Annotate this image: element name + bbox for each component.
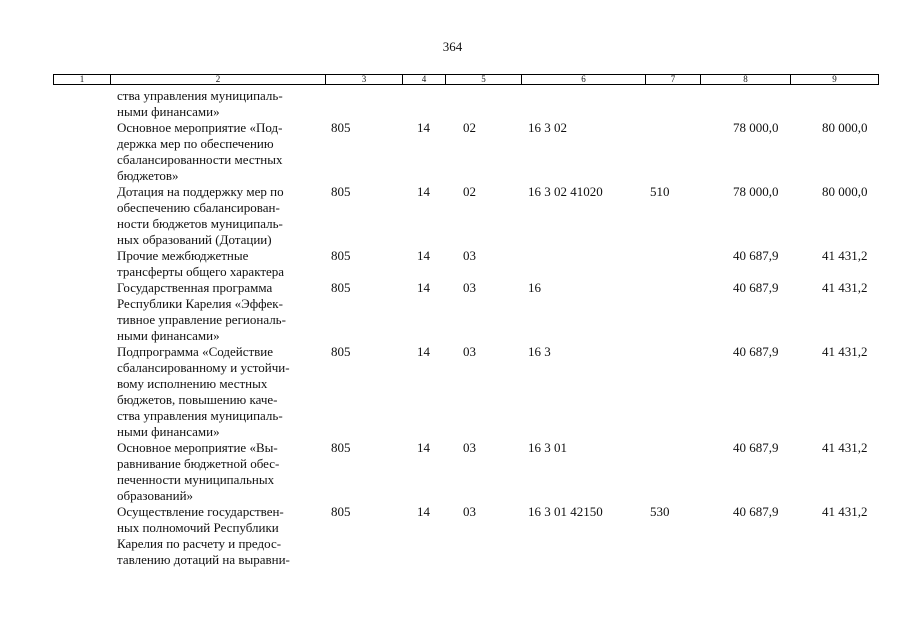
row-sum-1: 40 687,9 [733, 280, 779, 295]
row-gr: 805 [331, 248, 351, 263]
row-rz: 14 [417, 280, 430, 295]
row-gr: 805 [331, 504, 351, 519]
row-sum-2: 80 000,0 [822, 184, 868, 199]
row-name: Подпрограмма «Содействие сбалансированному и устойчи- вому исполнению местных бюджетов, повышению каче- ства управления муниципаль- ными финансами» [117, 344, 290, 439]
row-pr: 03 [463, 248, 476, 263]
row-csr: 16 3 02 [528, 120, 567, 135]
row-csr: 16 3 [528, 344, 551, 359]
row-pr: 03 [463, 504, 476, 519]
row-gr: 805 [331, 280, 351, 295]
row-pr: 03 [463, 344, 476, 359]
header-col-4: 4 [403, 75, 446, 84]
row-pr: 03 [463, 280, 476, 295]
row-sum-1: 40 687,9 [733, 504, 779, 519]
row-name: ства управления муниципаль- ными финансами» [117, 88, 283, 119]
table-row [53, 248, 879, 280]
row-pr: 02 [463, 120, 476, 135]
row-sum-2: 41 431,2 [822, 280, 868, 295]
row-name: Дотация на поддержку мер по обеспечению сбалансирован- ности бюджетов муниципаль- ных образований (Дотации) [117, 184, 284, 247]
row-pr: 03 [463, 440, 476, 455]
row-sum-1: 40 687,9 [733, 440, 779, 455]
row-sum-2: 80 000,0 [822, 120, 868, 135]
row-gr: 805 [331, 344, 351, 359]
header-col-9: 9 [832, 74, 837, 84]
row-vr: 510 [650, 184, 670, 199]
table-body [53, 88, 879, 568]
row-rz: 14 [417, 120, 430, 135]
header-col-7: 7 [646, 75, 701, 84]
table-row [53, 184, 879, 248]
row-sum-1: 40 687,9 [733, 344, 779, 359]
row-csr: 16 3 02 41020 [528, 184, 603, 199]
row-rz: 14 [417, 344, 430, 359]
row-sum-2: 41 431,2 [822, 504, 868, 519]
header-col-8: 8 [701, 75, 791, 84]
row-rz: 14 [417, 184, 430, 199]
header-col-6: 6 [522, 75, 646, 84]
row-sum-2: 41 431,2 [822, 344, 868, 359]
row-rz: 14 [417, 440, 430, 455]
row-sum-1: 40 687,9 [733, 248, 779, 263]
row-gr: 805 [331, 184, 351, 199]
row-name: Основное мероприятие «Вы- равнивание бюджетной обес- печенности муниципальных образований» [117, 440, 280, 503]
row-csr: 16 3 01 42150 [528, 504, 603, 519]
row-rz: 14 [417, 248, 430, 263]
row-pr: 02 [463, 184, 476, 199]
row-rz: 14 [417, 504, 430, 519]
table-row [53, 280, 879, 344]
header-col-5: 5 [446, 75, 522, 84]
table-header-row [53, 74, 879, 85]
row-name: Государственная программа Республики Карелия «Эффек- тивное управление региональ- ными финансами» [117, 280, 286, 343]
table-row [53, 344, 879, 440]
table-row [53, 440, 879, 504]
row-name: Осуществление государствен- ных полномочий Республики Карелия по расчету и предос- тавлению дотаций на выравни- [117, 504, 290, 567]
row-csr: 16 3 01 [528, 440, 567, 455]
row-name: Основное мероприятие «Под- держка мер по обеспечению сбалансированности местных бюджетов» [117, 120, 283, 183]
header-col-2: 2 [111, 75, 326, 84]
row-gr: 805 [331, 120, 351, 135]
header-col-1: 1 [54, 75, 111, 84]
table-row [53, 120, 879, 184]
row-csr: 16 [528, 280, 541, 295]
row-gr: 805 [331, 440, 351, 455]
page-number: 364 [442, 39, 463, 54]
header-col-3: 3 [326, 75, 403, 84]
row-sum-2: 41 431,2 [822, 248, 868, 263]
row-sum-1: 78 000,0 [733, 184, 779, 199]
table-row [53, 88, 879, 120]
table-row [53, 504, 879, 568]
row-sum-1: 78 000,0 [733, 120, 779, 135]
row-vr: 530 [650, 504, 670, 519]
row-name: Прочие межбюджетные трансферты общего характера [117, 248, 285, 279]
row-sum-2: 41 431,2 [822, 440, 868, 455]
